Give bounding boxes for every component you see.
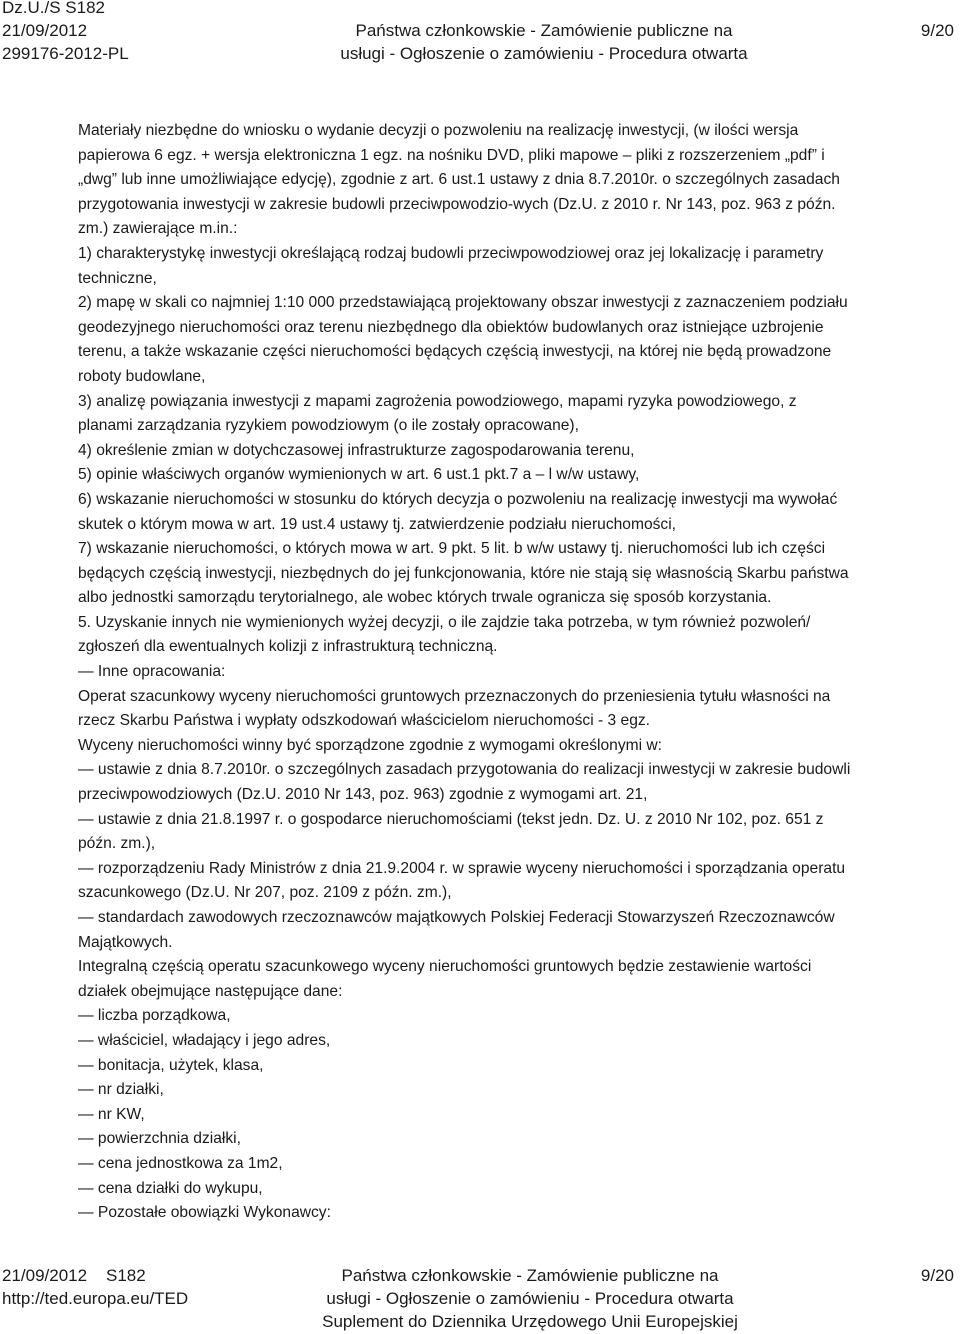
body-line: szacunkowego (Dz.U. Nr 207, poz. 2109 z późn. zm.),	[78, 884, 452, 902]
document-body	[78, 119, 960, 1226]
body-line: — powierzchnia działki,	[78, 1130, 241, 1148]
body-line: 6) wskazanie nieruchomości w stosunku do których decyzja o pozwoleniu na realizację inwestycji ma wywołać	[78, 490, 838, 508]
header-page-number: 9/20	[920, 21, 954, 40]
footer-title-line1: Państwa członkowskie - Zamówienie publiczne na	[341, 1266, 719, 1285]
header-title	[334, 0, 754, 65]
body-line: — cena jednostkowa za 1m2,	[78, 1154, 283, 1172]
body-line: — rozporządzeniu Rady Ministrów z dnia 21.9.2004 r. w sprawie wyceny nieruchomości i sporządzania operatu	[78, 859, 846, 877]
footer-left	[2, 1264, 188, 1310]
footer-title	[300, 1264, 760, 1333]
body-line: późn. zm.),	[78, 835, 156, 853]
body-line: planami zarządzania ryzykiem powodziowym (o ile zostały opracowane),	[78, 417, 579, 435]
footer-date: 21/09/2012	[2, 1266, 88, 1285]
body-line: 4) określenie zmian w dotychczasowej infrastrukturze zagospodarowania terenu,	[78, 441, 635, 459]
body-line: — Pozostałe obowiązki Wykonawcy:	[78, 1204, 331, 1222]
body-line: Majątkowych.	[78, 933, 173, 951]
body-line: 1) charakterystykę inwestycji określającą rodzaj budowli przeciwpowodziowej oraz jej lokalizację i parametry	[78, 244, 824, 262]
footer-series: S182	[106, 1266, 146, 1285]
doc-ref: Dz.U./S S182	[2, 0, 105, 17]
header-title-line1: Państwa członkowskie - Zamówienie publiczne na	[355, 21, 733, 40]
body-line: — liczba porządkowa,	[78, 1007, 231, 1025]
body-line: 5. Uzyskanie innych nie wymienionych wyżej decyzji, o ile zajdzie taka potrzeba, w tym również pozwoleń/	[78, 613, 811, 631]
body-line: będących częścią inwestycji, niezbędnych do jej funkcjonowania, które nie stają się własnością Skarbu państwa	[78, 564, 849, 582]
footer-title-line2: usługi - Ogłoszenie o zamówieniu - Procedura otwarta	[326, 1289, 734, 1308]
body-line: 3) analizę powiązania inwestycji z mapami zagrożenia powodziowego, mapami ryzyka powodziowego, z	[78, 392, 797, 410]
body-line: papierowa 6 egz. + wersja elektroniczna 1 egz. na nośniku DVD, pliki mapowe – pliki z rozszerzeniem „pdf” i	[78, 146, 825, 164]
body-line: Wyceny nieruchomości winny być sporządzone zgodnie z wymogami określonymi w:	[78, 736, 662, 754]
body-line: geodezyjnego nieruchomości oraz terenu niezbędnego dla obiektów budowlanych oraz istniejące uzbrojenie	[78, 318, 824, 336]
body-line: — nr działki,	[78, 1081, 164, 1099]
body-line: — standardach zawodowych rzeczoznawców majątkowych Polskiej Federacji Stowarzyszeń Rzeczoznawców	[78, 909, 835, 926]
footer-url[interactable]: http://ted.europa.eu/TED	[2, 1289, 189, 1308]
body-line: Materiały niezbędne do wniosku o wydanie decyzji o pozwoleniu na realizację inwestycji, (w ilości wersja	[78, 122, 799, 139]
body-line: — właściciel, władający i jego adres,	[78, 1031, 331, 1049]
body-line: — bonitacja, użytek, klasa,	[78, 1056, 264, 1074]
body-line: 7) wskazanie nieruchomości, o których mowa w art. 9 pkt. 5 lit. b w/w ustawy tj. nieruchomości lub ich części	[78, 540, 826, 558]
body-line: zgłoszeń dla ewentualnych kolizji z infrastrukturą techniczną.	[78, 638, 498, 656]
body-line: rzecz Skarbu Państwa i wypłaty odszkodowań właścicielom nieruchomości - 3 egz.	[78, 712, 651, 730]
header-left	[2, 0, 129, 65]
body-line: Operat szacunkowy wyceny nieruchomości gruntowych przeznaczonych do przeniesienia tytułu własności na	[78, 687, 831, 705]
body-line: 5) opinie właściwych organów wymienionych w art. 6 ust.1 pkt.7 a – l w/w ustawy,	[78, 466, 640, 484]
body-line: techniczne,	[78, 269, 157, 287]
body-line: — ustawie z dnia 8.7.2010r. o szczególnych zasadach przygotowania do realizacji inwestycji w zakresie budowli	[78, 761, 851, 779]
body-line: zm.) zawierające m.in.:	[78, 220, 238, 238]
body-line: przygotowania inwestycji w zakresie budowli przeciwpowodzio-wych (Dz.U. z 2010 r. Nr 143, poz. 963 z późn.	[78, 195, 836, 213]
body-line: 2) mapę w skali co najmniej 1:10 000 przedstawiającą projektowany obszar inwestycji z zaznaczeniem podziału	[78, 294, 848, 312]
body-line: — Inne opracowania:	[78, 663, 226, 681]
header-date: 21/09/2012	[2, 21, 88, 40]
body-line: skutek o którym mowa w art. 19 ust.4 ustawy tj. zatwierdzenie podziału nieruchomości,	[78, 515, 677, 533]
footer-page-number: 9/20	[920, 1266, 954, 1285]
body-line: roboty budowlane,	[78, 367, 206, 385]
body-line: „dwg” lub inne umożliwiające edycję), zgodnie z art. 6 ust.1 ustawy z dnia 8.7.2010r. o szczególnych zasadach	[78, 171, 840, 189]
body-line: — ustawie z dnia 21.8.1997 r. o gospodarce nieruchomościami (tekst jedn. Dz. U. z 2010 Nr 102, poz. 651 z	[78, 810, 824, 828]
body-line: — cena działki do wykupu,	[78, 1179, 263, 1197]
body-line: przeciwpowodziowych (Dz.U. 2010 Nr 143, poz. 963) zgodnie z wymogami art. 21,	[78, 786, 648, 804]
body-line: albo jednostki samorządu terytorialnego, ale wobec których trwale ogranicza się sposób korzystania.	[78, 589, 772, 607]
notice-number: 299176-2012-PL	[2, 44, 129, 63]
body-line: Integralną częścią operatu szacunkowego wyceny nieruchomości gruntowych będzie zestawienie wartości	[78, 958, 812, 976]
body-line: — nr KW,	[78, 1105, 145, 1123]
footer-title-line3: Suplement do Dziennika Urzędowego Unii Europejskiej	[322, 1312, 738, 1331]
header-title-line2: usługi - Ogłoszenie o zamówieniu - Procedura otwarta	[340, 44, 748, 63]
body-line: terenu, a także wskazanie części nieruchomości będących częścią inwestycji, na której nie będą prowadzone	[78, 343, 832, 361]
body-line: działek obejmujące następujące dane:	[78, 982, 343, 1000]
